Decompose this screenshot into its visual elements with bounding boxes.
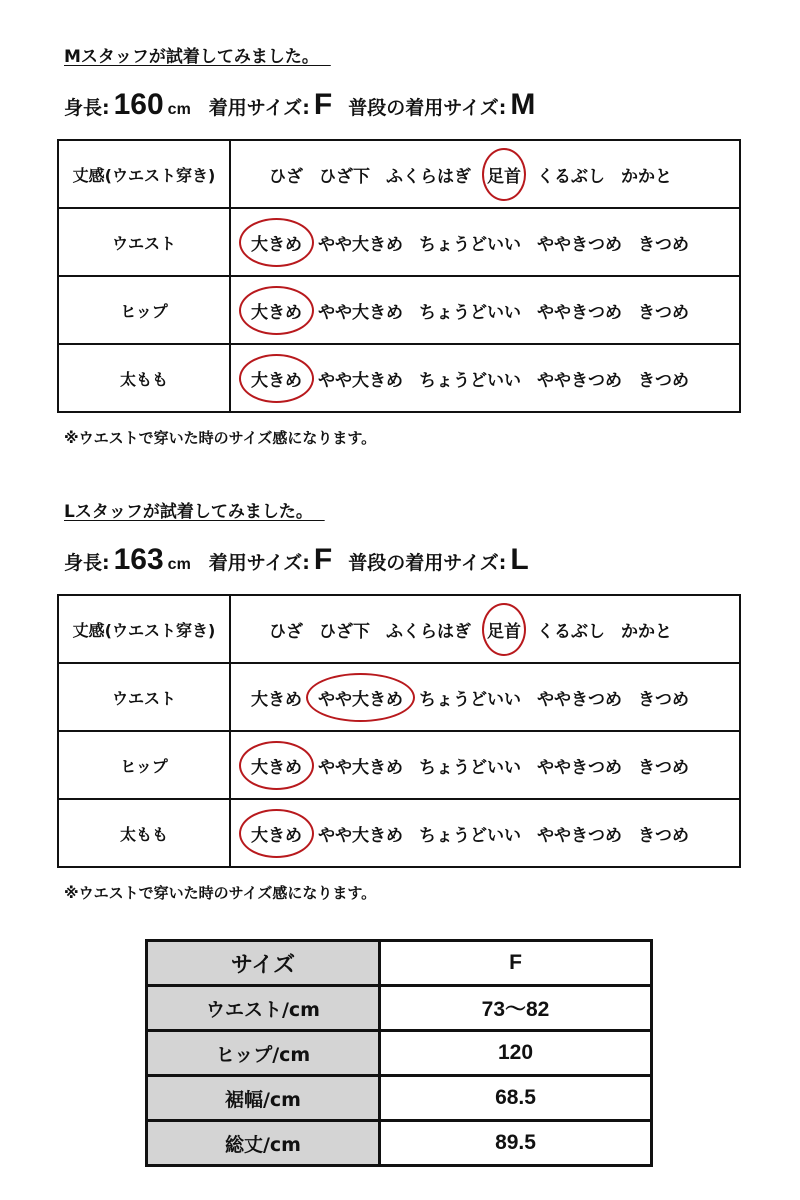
fit-row-options xyxy=(230,595,740,663)
size-table-header-row xyxy=(147,941,652,986)
fit-options-group xyxy=(231,753,739,778)
fit-option: かかと xyxy=(621,621,672,642)
fit-option-selected: 大きめ xyxy=(251,230,302,255)
l-staff-note: ※ウエストで穿いた時のサイズ感になります。 xyxy=(64,884,377,902)
height-unit: cm xyxy=(167,556,191,573)
fit-option: やや大きめ xyxy=(318,234,403,255)
fit-row-options xyxy=(230,731,740,799)
fit-row xyxy=(58,208,740,276)
fit-row-label: 丈感(ウエスト穿き) xyxy=(58,140,230,208)
fit-table-body xyxy=(58,140,740,412)
fit-option-selected: 大きめ xyxy=(251,821,302,846)
fit-option-selected: 大きめ xyxy=(251,366,302,391)
fit-option: ひざ下 xyxy=(319,166,370,187)
size-header-label: サイズ xyxy=(147,941,380,986)
m-staff-fit-table xyxy=(57,139,741,413)
fit-option: ふくらはぎ xyxy=(386,166,471,187)
fit-option-selected: 大きめ xyxy=(251,753,302,778)
height-label: 身長: xyxy=(64,552,110,574)
fit-option: きつめ xyxy=(638,234,689,255)
l-staff-heading: Lスタッフが試着してみました。 xyxy=(64,502,325,522)
fit-row-options xyxy=(230,799,740,867)
fit-option: きつめ xyxy=(638,302,689,323)
size-table-row xyxy=(147,1121,652,1166)
size-spec-table xyxy=(145,939,653,1167)
fit-option: ややきつめ xyxy=(537,234,622,255)
fit-option: くるぶし xyxy=(537,166,605,187)
fit-options-group xyxy=(231,366,739,391)
fit-row-options xyxy=(230,663,740,731)
fit-option: 大きめ xyxy=(251,689,302,710)
fit-option: きつめ xyxy=(638,825,689,846)
fit-option-selected: 足首 xyxy=(487,162,521,187)
usual-size-label: 普段の着用サイズ: xyxy=(348,97,507,119)
m-staff-stats xyxy=(64,88,539,122)
size-table-row xyxy=(147,1076,652,1121)
fit-row xyxy=(58,595,740,663)
height-value: 160 xyxy=(113,88,164,121)
l-staff-fit-table xyxy=(57,594,741,868)
height-unit: cm xyxy=(167,101,191,118)
fit-row-options xyxy=(230,276,740,344)
size-row-label: ヒップ/cm xyxy=(147,1031,380,1076)
fit-options-group xyxy=(231,685,739,710)
fit-option: ややきつめ xyxy=(537,302,622,323)
fit-option: ややきつめ xyxy=(537,689,622,710)
fit-option-selected: 足首 xyxy=(487,617,521,642)
fit-options-group xyxy=(231,617,739,642)
fit-row-options xyxy=(230,344,740,412)
fit-option: ちょうどいい xyxy=(419,757,521,778)
fit-option: ややきつめ xyxy=(537,757,622,778)
fit-row-options xyxy=(230,208,740,276)
fit-option: ややきつめ xyxy=(537,370,622,391)
fit-row-label: 丈感(ウエスト穿き) xyxy=(58,595,230,663)
fit-option-selected: やや大きめ xyxy=(318,685,403,710)
m-staff-heading: Mスタッフが試着してみました。 xyxy=(64,47,331,67)
fit-option-selected: 大きめ xyxy=(251,298,302,323)
worn-size-value: F xyxy=(313,88,333,121)
fit-row-label: 太もも xyxy=(58,799,230,867)
fit-option: ややきつめ xyxy=(537,825,622,846)
fit-row-options xyxy=(230,140,740,208)
fit-options-group xyxy=(231,162,739,187)
fit-option: やや大きめ xyxy=(318,302,403,323)
fit-option: ちょうどいい xyxy=(419,370,521,391)
height-label: 身長: xyxy=(64,97,110,119)
fit-table-body xyxy=(58,595,740,867)
fit-option: きつめ xyxy=(638,370,689,391)
fit-option: やや大きめ xyxy=(318,825,403,846)
fit-option: やや大きめ xyxy=(318,757,403,778)
fit-row-label: 太もも xyxy=(58,344,230,412)
size-row-value: 89.5 xyxy=(380,1121,652,1166)
size-row-value: 68.5 xyxy=(380,1076,652,1121)
size-table-row xyxy=(147,1031,652,1076)
fit-options-group xyxy=(231,821,739,846)
size-row-label: 裾幅/cm xyxy=(147,1076,380,1121)
usual-size-value: M xyxy=(510,88,536,121)
fit-row-label: ウエスト xyxy=(58,208,230,276)
fit-row xyxy=(58,799,740,867)
size-table-row xyxy=(147,986,652,1031)
worn-size-label: 着用サイズ: xyxy=(208,97,310,119)
height-value: 163 xyxy=(113,543,164,576)
size-row-label: 総丈/cm xyxy=(147,1121,380,1166)
fit-row xyxy=(58,731,740,799)
fit-option: ひざ xyxy=(269,621,303,642)
size-row-label: ウエスト/cm xyxy=(147,986,380,1031)
size-header-value: F xyxy=(380,941,652,986)
fit-row xyxy=(58,140,740,208)
fit-option: やや大きめ xyxy=(318,370,403,391)
fit-option: きつめ xyxy=(638,757,689,778)
fit-option: ひざ下 xyxy=(319,621,370,642)
fit-row xyxy=(58,663,740,731)
fit-option: かかと xyxy=(621,166,672,187)
m-staff-note: ※ウエストで穿いた時のサイズ感になります。 xyxy=(64,429,377,447)
fit-option: ひざ xyxy=(269,166,303,187)
usual-size-value: L xyxy=(510,543,529,576)
fit-row-label: ウエスト xyxy=(58,663,230,731)
fit-options-group xyxy=(231,298,739,323)
fit-row-label: ヒップ xyxy=(58,731,230,799)
fit-option: ちょうどいい xyxy=(419,234,521,255)
size-row-value: 120 xyxy=(380,1031,652,1076)
fit-row-label: ヒップ xyxy=(58,276,230,344)
fit-option: くるぶし xyxy=(537,621,605,642)
fit-option: きつめ xyxy=(638,689,689,710)
fit-option: ちょうどいい xyxy=(419,689,521,710)
worn-size-label: 着用サイズ: xyxy=(208,552,310,574)
usual-size-label: 普段の着用サイズ: xyxy=(348,552,507,574)
fit-row xyxy=(58,276,740,344)
fit-row xyxy=(58,344,740,412)
fit-option: ふくらはぎ xyxy=(386,621,471,642)
fit-option: ちょうどいい xyxy=(419,825,521,846)
size-row-value: 73〜82 xyxy=(380,986,652,1031)
worn-size-value: F xyxy=(313,543,333,576)
fit-options-group xyxy=(231,230,739,255)
fit-option: ちょうどいい xyxy=(419,302,521,323)
l-staff-stats xyxy=(64,543,533,577)
